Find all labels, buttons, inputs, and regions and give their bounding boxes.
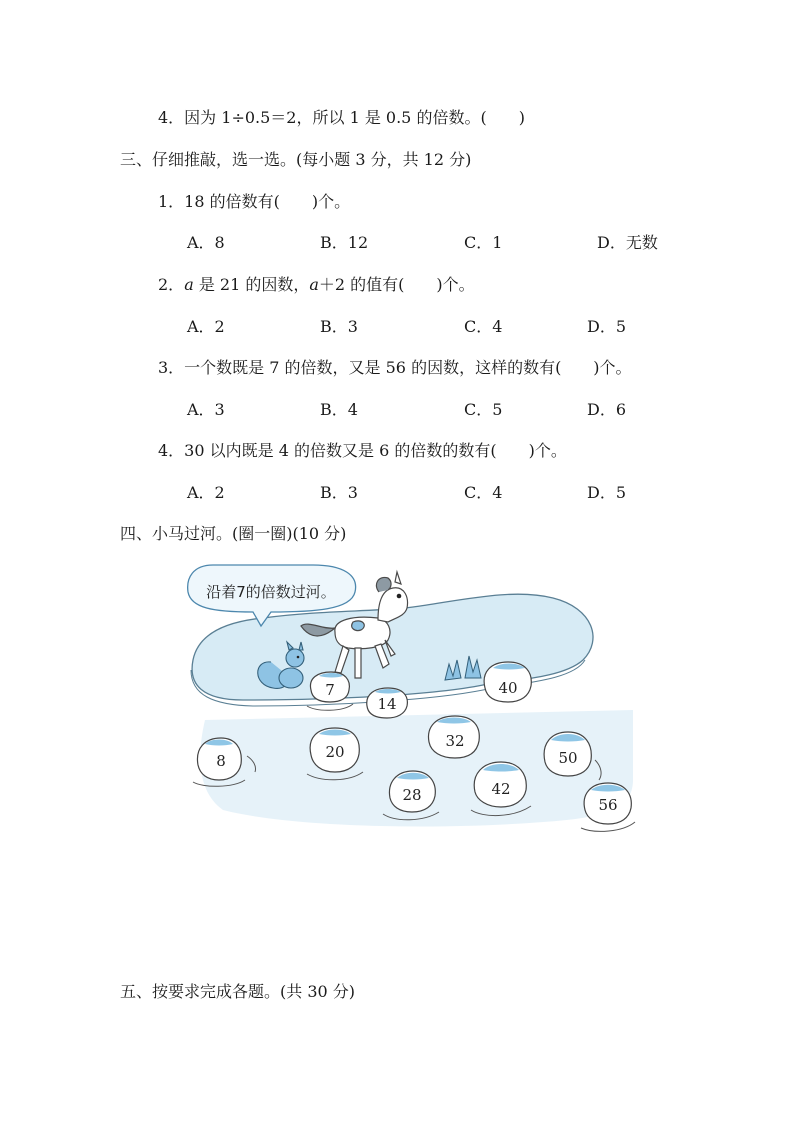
option-3b[interactable]: B．4 bbox=[320, 400, 358, 419]
stone-number: 50 bbox=[558, 749, 578, 767]
choice-question-2 bbox=[158, 275, 475, 295]
stone-number: 7 bbox=[325, 681, 335, 699]
stepping-stone[interactable] bbox=[310, 728, 359, 772]
stone-number: 42 bbox=[491, 780, 511, 798]
stepping-stone[interactable] bbox=[544, 732, 591, 776]
option-4a[interactable]: A．2 bbox=[187, 483, 225, 502]
q2-text-end: ＋2 的值有( )个。 bbox=[318, 275, 475, 294]
option-1a[interactable]: A．8 bbox=[187, 233, 225, 252]
stone-number: 8 bbox=[216, 752, 226, 770]
variable-a-2: a bbox=[309, 275, 319, 294]
choice-question-1: 1．18 的倍数有( )个。 bbox=[158, 192, 351, 211]
section-5-title: 五、按要求完成各题。(共 30 分) bbox=[120, 982, 356, 1001]
option-4d[interactable]: D．5 bbox=[587, 483, 627, 502]
stone-number: 40 bbox=[498, 679, 518, 697]
stepping-stone[interactable] bbox=[367, 688, 408, 718]
option-3a[interactable]: A．3 bbox=[187, 400, 225, 419]
option-2c[interactable]: C．4 bbox=[464, 317, 503, 336]
option-1c[interactable]: C．1 bbox=[464, 233, 503, 252]
q2-text-middle: 是 21 的因数， bbox=[193, 275, 310, 294]
judgment-question-4: 4．因为 1÷0.5＝2，所以 1 是 0.5 的倍数。( ) bbox=[158, 108, 525, 127]
speech-text: 沿着7的倍数过河。 bbox=[206, 583, 336, 601]
stone-number: 14 bbox=[377, 695, 397, 713]
option-3d[interactable]: D．6 bbox=[587, 400, 627, 419]
option-3c[interactable]: C．5 bbox=[464, 400, 503, 419]
option-4c[interactable]: C．4 bbox=[464, 483, 503, 502]
q2-number: 2． bbox=[158, 275, 185, 294]
choice-question-4: 4．30 以内既是 4 的倍数又是 6 的倍数的数有( )个。 bbox=[158, 441, 567, 460]
pony-crossing-river-illustration bbox=[183, 560, 643, 835]
variable-a: a bbox=[184, 275, 194, 294]
option-4b[interactable]: B．3 bbox=[320, 483, 358, 502]
option-1d[interactable]: D．无数 bbox=[597, 233, 658, 252]
stepping-stone[interactable] bbox=[584, 783, 631, 824]
stepping-stone[interactable] bbox=[389, 771, 435, 812]
stepping-stone[interactable] bbox=[484, 662, 531, 702]
stone-number: 32 bbox=[445, 732, 465, 750]
stepping-stone[interactable] bbox=[310, 672, 349, 702]
option-1b[interactable]: B．12 bbox=[320, 233, 369, 252]
stone-number: 28 bbox=[402, 786, 422, 804]
stepping-stone[interactable] bbox=[197, 738, 241, 780]
stepping-stone[interactable] bbox=[429, 716, 480, 758]
stone-number: 20 bbox=[325, 743, 345, 761]
section-4-title: 四、小马过河。(圈一圈)(10 分) bbox=[120, 524, 347, 543]
stone-number: 56 bbox=[598, 796, 618, 814]
option-2b[interactable]: B．3 bbox=[320, 317, 358, 336]
choice-question-3: 3．一个数既是 7 的倍数，又是 56 的因数，这样的数有( )个。 bbox=[158, 358, 632, 377]
option-2a[interactable]: A．2 bbox=[187, 317, 225, 336]
section-3-title: 三、仔细推敲，选一选。(每小题 3 分，共 12 分) bbox=[120, 150, 472, 169]
option-2d[interactable]: D．5 bbox=[587, 317, 627, 336]
stepping-stone[interactable] bbox=[474, 762, 526, 807]
